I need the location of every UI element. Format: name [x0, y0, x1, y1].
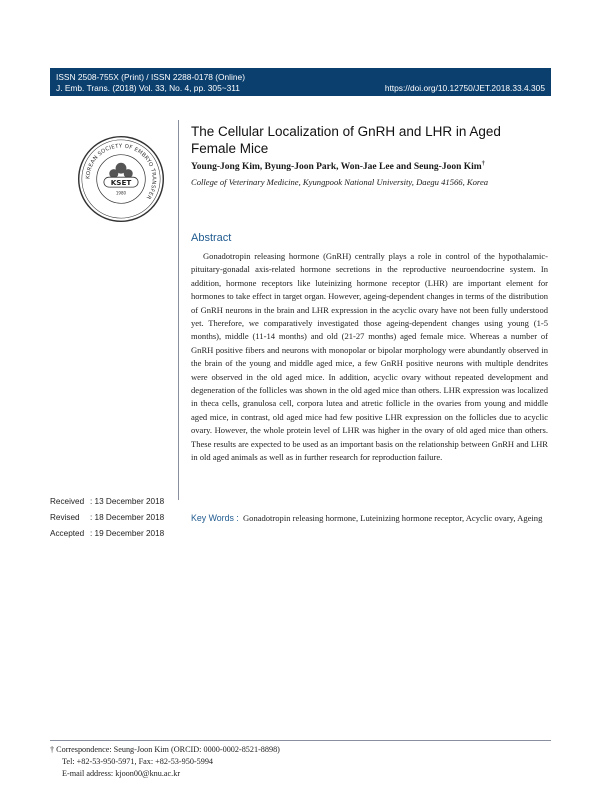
article-title: The Cellular Localization of GnRH and LHR in Aged Female Mice — [191, 124, 501, 156]
correspondence-email: E-mail address: kjoon00@knu.ac.kr — [62, 769, 181, 778]
abstract-heading: Abstract — [191, 232, 232, 244]
footnote-divider — [50, 740, 551, 741]
author-names: Young-Jong Kim, Byung-Joon Park, Won-Jae Lee and Seung-Joon Kim — [191, 162, 482, 173]
dagger-mark: † — [50, 745, 55, 754]
correspondence-line — [50, 744, 280, 756]
abstract-text: Gonadotropin releasing hormone (GnRH) centrally plays a role in control of the hypothalamic-pituitary-gonadal axis-related hormone secretions in the reproductive neuroendocrine system. In addition, hormone receptors like luteinizing hormone receptor (LHR) are important element for hormones to take effect in target organ. However, ageing-dependent changes in terms of the distribution of GnRH neurons in the brain and LHR expression in the acyclic ovary have not been fully understood yet. Therefore, we comparatively investigated those ageing-dependent changes using young (1-5 months), middle (11-14 months) and old (21-27 months) aged female mice. Whereas a number of GnRH positive fibers and neurons with monopolar or bipolar morphology were abundantly observed in the brain of the young and middle aged mice, a few GnRH positive neurons with multiple dendrites were observed in the old aged mice. In addition, acyclic ovary without repeated development and degeneration of the follicles was shown in the old aged mice than others. LHR expression was localized in theca cells, granulosa cell, corpora lutea and atretic follicle in the ovaries from young and middle aged mice, in contrast, old aged mice had few positive LHR expression on the follicles due to acyclic ovary. However, the whole protein level of LHR was higher in the ovary of old aged mice than others. These results are expected to be used as an important basis on the relationship between GnRH and LHR in old aged animals as well as in further research for reproduction failure. — [191, 251, 548, 463]
doi-link[interactable]: https://doi.org/10.12750/JET.2018.33.4.305 — [384, 83, 545, 93]
author-list — [191, 161, 485, 172]
date-value: : 13 December 2018 — [90, 497, 165, 506]
submission-dates — [50, 494, 164, 542]
issn-line: ISSN 2508-755X (Print) / ISSN 2288-0178 (Online) — [56, 72, 245, 82]
date-label: Received — [50, 497, 85, 506]
affiliation: College of Veterinary Medicine, Kyungpook National University, Daegu 41566, Korea — [191, 177, 489, 187]
date-revised — [50, 510, 164, 526]
column-divider — [178, 120, 179, 500]
svg-text:1980: 1980 — [115, 190, 127, 196]
date-value: : 18 December 2018 — [90, 513, 165, 522]
corresponding-mark: † — [481, 161, 485, 167]
date-accepted — [50, 526, 164, 542]
keywords-label: Key Words : — [191, 513, 239, 523]
date-label: Accepted — [50, 529, 85, 538]
date-received — [50, 494, 164, 510]
svg-text:KSET: KSET — [110, 177, 132, 187]
keywords-text: Gonadotropin releasing hormone, Luteinizing hormone receptor, Acyclic ovary, Ageing — [243, 513, 543, 523]
society-seal-logo — [76, 134, 166, 224]
date-value: : 19 December 2018 — [90, 529, 165, 538]
correspondence-tel-fax: Tel: +82-53-950-5971, Fax: +82-53-950-5994 — [62, 757, 214, 766]
correspondence-footnote — [50, 744, 280, 780]
date-label: Revised — [50, 513, 80, 522]
journal-citation-line: J. Emb. Trans. (2018) Vol. 33, No. 4, pp. 305~311 — [56, 83, 240, 93]
correspondence-name: Correspondence: Seung-Joon Kim (ORCID: 0000-0002-8521-8898) — [56, 745, 280, 754]
svg-text:KOREAN SOCIETY OF EMBRYO TRANS: KOREAN SOCIETY OF EMBRYO TRANSFER — [85, 143, 157, 201]
journal-header-band — [50, 68, 551, 96]
